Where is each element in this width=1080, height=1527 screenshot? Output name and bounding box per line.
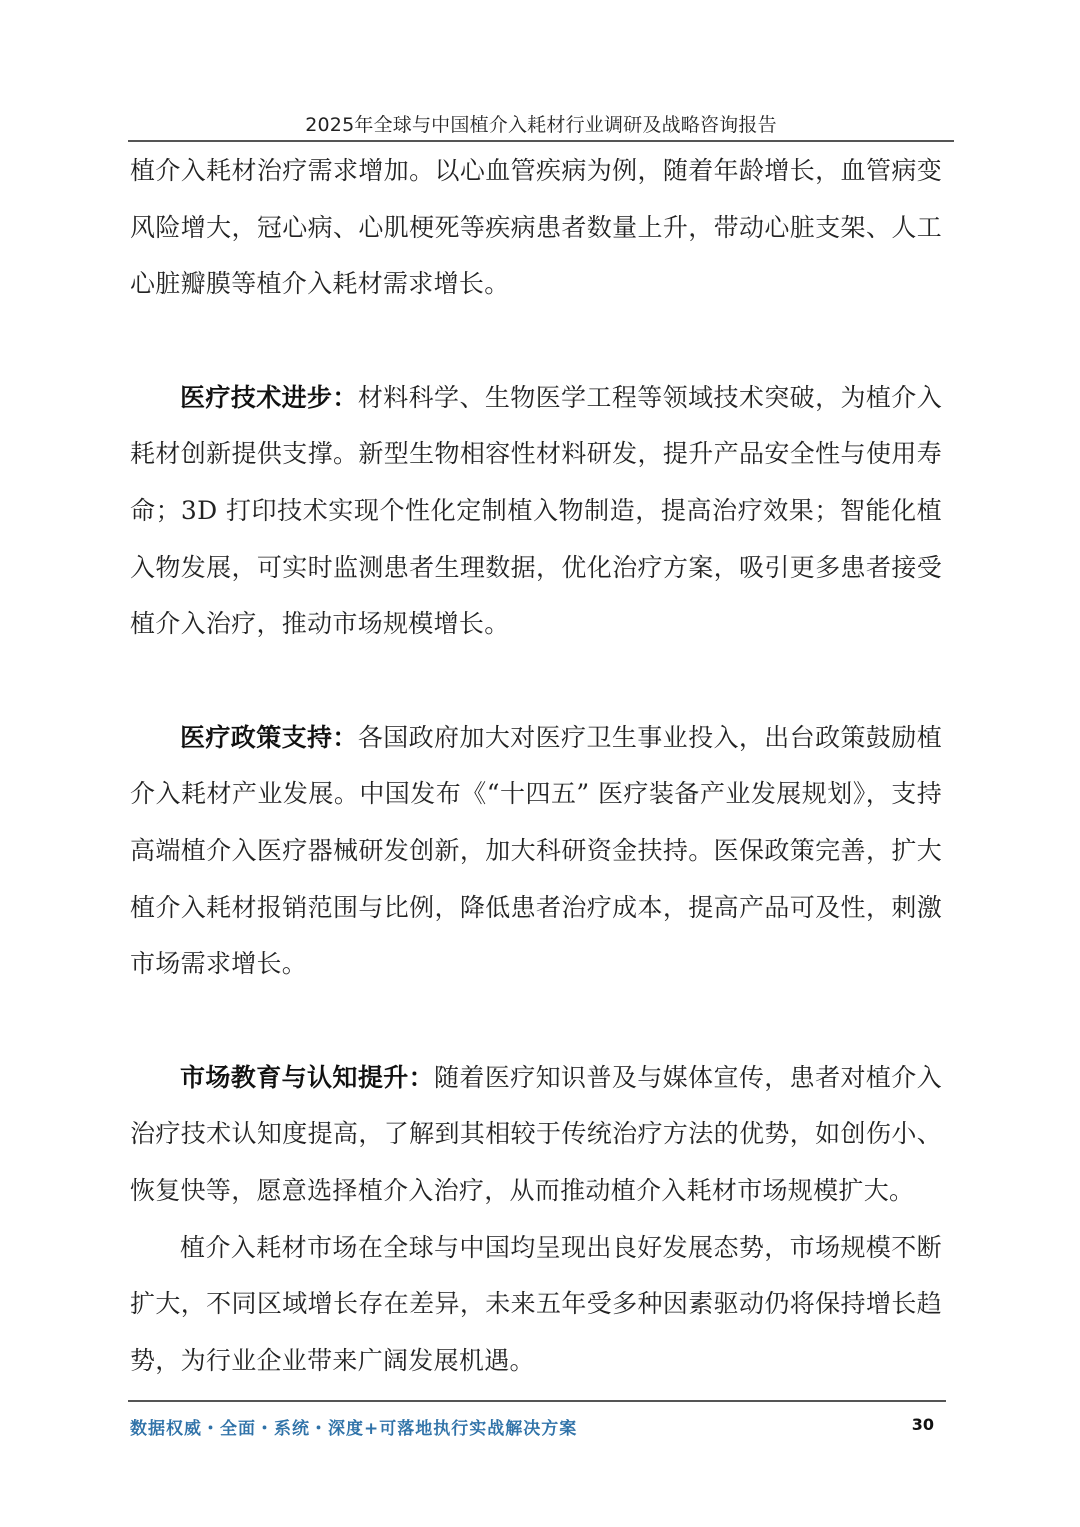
- paragraph-lead: 医疗政策支持：: [180, 722, 358, 752]
- paragraph-text: 各国政府加大对医疗卫生事业投入，出台政策鼓励植介入耗材产业发展。中国发布《“十四五” 医疗装备产业发展规划》，支持高端植介入医疗器械研发创新，加大科研资金扶持。医保政策完善，扩大植介入耗材报销范围与比例，降低患者治疗成本，提高产品可及性，刺激市场需求增长。: [130, 722, 942, 979]
- paragraph-summary: [130, 1220, 942, 1390]
- paragraph-lead: 医疗技术进步：: [180, 382, 358, 412]
- paragraph-policy-support: [130, 710, 942, 993]
- paragraph-text: 植介入耗材治疗需求增加。以心血管疾病为例，随着年龄增长，血管病变风险增大，冠心病、心肌梗死等疾病患者数量上升，带动心脏支架、人工心脏瓣膜等植介入耗材需求增长。: [130, 156, 942, 299]
- page-number: 30: [911, 1415, 934, 1434]
- page-header-title: 2025年全球与中国植介入耗材行业调研及战略咨询报告: [305, 114, 777, 136]
- paragraph-text: 随着医疗知识普及与媒体宣传，患者对植介入治疗技术认知度提高，了解到其相较于传统治疗方法的优势，如创伤小、恢复快等，愿意选择植介入治疗，从而推动植介入耗材市场规模扩大。: [130, 1062, 942, 1205]
- footer-divider: [128, 1400, 946, 1402]
- header-divider: [128, 140, 954, 142]
- paragraph-lead: 市场教育与认知提升：: [180, 1062, 435, 1092]
- paragraph-text: 材料科学、生物医学工程等领域技术突破，为植介入耗材创新提供支撑。新型生物相容性材料研发，提升产品安全性与使用寿命；3D 打印技术实现个性化定制植入物制造，提高治疗效果；智能化植入物发展，可实时监测患者生理数据，优化治疗方案，吸引更多患者接受植介入治疗，推动市场规模增长。: [130, 382, 942, 639]
- paragraph-market-education: [130, 1050, 942, 1220]
- paragraph-continuation: [130, 143, 942, 313]
- footer-slogan: 数据权威・全面・系统・深度+可落地执行实战解决方案: [130, 1419, 578, 1439]
- paragraph-medical-technology: [130, 370, 942, 653]
- document-body: [130, 143, 942, 1389]
- paragraph-text: 植介入耗材市场在全球与中国均呈现出良好发展态势，市场规模不断扩大，不同区域增长存在差异，未来五年受多种因素驱动仍将保持增长趋势，为行业企业带来广阔发展机遇。: [130, 1232, 942, 1375]
